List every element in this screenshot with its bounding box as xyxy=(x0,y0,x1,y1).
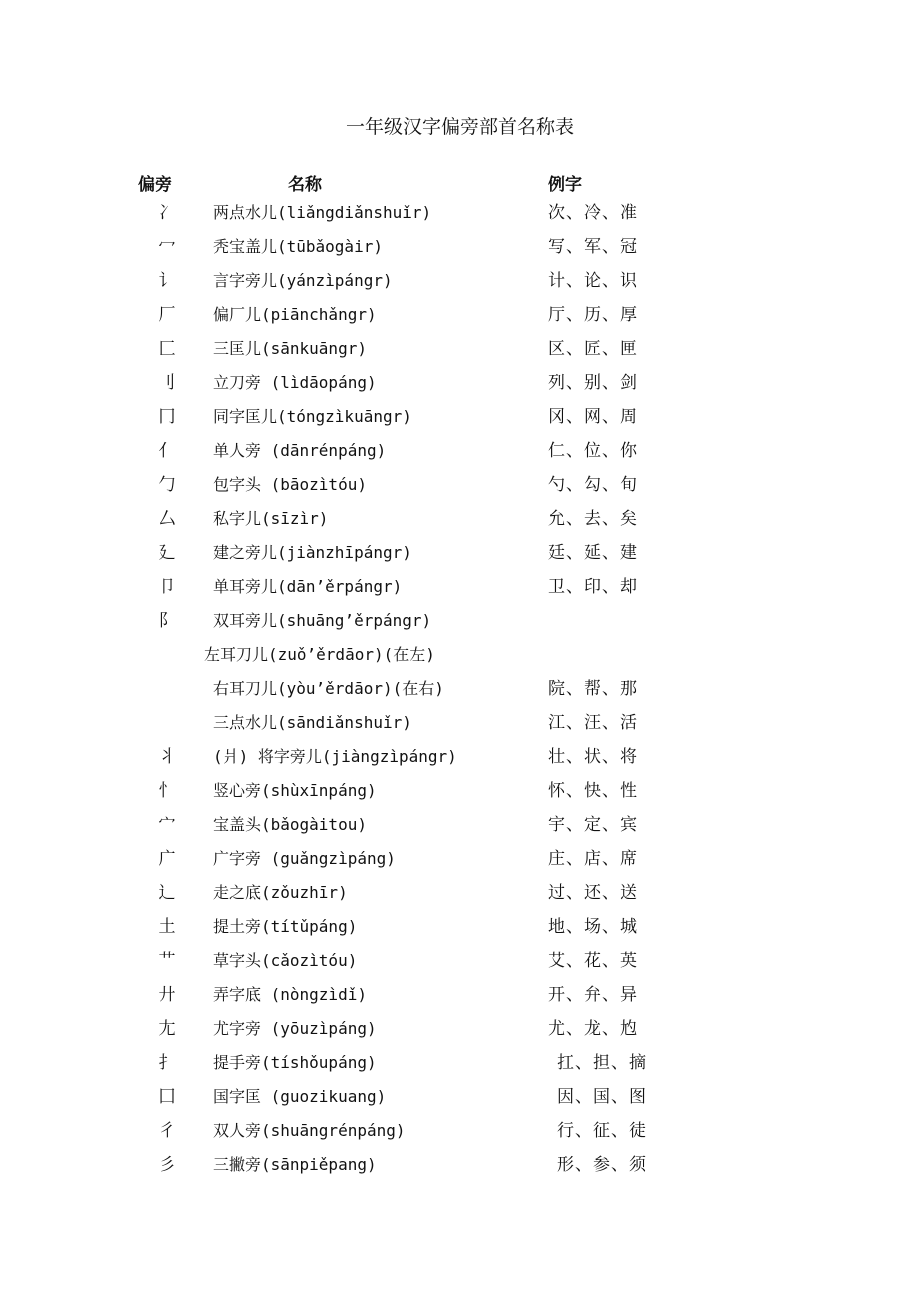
name-cell: 偏厂儿(piānchǎngr) xyxy=(213,305,377,324)
name-cell: 提土旁(títǔpáng) xyxy=(213,917,358,936)
radical-cell: 厂 xyxy=(158,305,176,325)
examples-cell: 仁、位、你 xyxy=(548,441,638,461)
radical-cell: 囗 xyxy=(158,1087,176,1107)
examples-cell: 地、场、城 xyxy=(548,917,638,937)
radical-cell: 彡 xyxy=(158,1155,176,1175)
name-cell: 同字匡儿(tóngzìkuāngr) xyxy=(213,407,412,426)
table-row xyxy=(0,570,920,604)
table-row xyxy=(0,638,920,672)
header-examples: 例字 xyxy=(548,175,582,195)
examples-cell: 扛、担、摘 xyxy=(557,1053,647,1073)
examples-cell: 江、汪、活 xyxy=(548,713,638,733)
name-cell: 立刀旁 (lìdāopáng) xyxy=(213,373,377,392)
radical-cell: 尢 xyxy=(158,1019,176,1039)
header-radical: 偏旁 xyxy=(138,175,172,195)
table-row xyxy=(0,468,920,502)
radical-cell: 亻 xyxy=(158,441,176,461)
radical-cell: 广 xyxy=(158,849,176,869)
name-cell: 国字匡 (guozikuang) xyxy=(213,1087,387,1106)
radical-cell: 厶 xyxy=(158,509,176,529)
table-row xyxy=(0,366,920,400)
radical-cell: 阝 xyxy=(158,611,176,631)
examples-cell: 计、论、识 xyxy=(548,271,638,291)
table-row xyxy=(0,400,920,434)
examples-cell: 因、国、图 xyxy=(557,1087,647,1107)
examples-cell: 壮、状、将 xyxy=(548,747,638,767)
radical-cell: 廴 xyxy=(158,543,176,563)
table-row xyxy=(0,264,920,298)
examples-cell: 厅、历、厚 xyxy=(548,305,638,325)
name-cell: 单耳旁儿(dān’ěrpángr) xyxy=(213,577,403,596)
radical-cell: 冖 xyxy=(158,237,176,257)
name-cell: 两点水儿(liǎngdiǎnshuǐr) xyxy=(213,203,432,222)
radical-cell: 辶 xyxy=(158,883,176,903)
table-row xyxy=(0,706,920,740)
examples-cell: 行、征、徒 xyxy=(557,1121,647,1141)
name-cell: 三撇旁(sānpiěpang) xyxy=(213,1155,377,1174)
table-row xyxy=(0,672,920,706)
examples-cell: 勺、勾、旬 xyxy=(548,475,638,495)
name-cell: 弄字底 (nòngzìdǐ) xyxy=(213,985,367,1004)
table-row xyxy=(0,1080,920,1114)
radical-cell: 宀 xyxy=(158,815,176,835)
examples-cell: 院、帮、那 xyxy=(548,679,638,699)
name-cell: 双人旁(shuāngrénpáng) xyxy=(213,1121,406,1140)
table-row xyxy=(0,298,920,332)
radical-table xyxy=(0,196,920,1182)
name-cell: 提手旁(tíshǒupáng) xyxy=(213,1053,377,1072)
name-cell: 走之底(zǒuzhīr) xyxy=(213,883,348,902)
name-cell: 广字旁 (guǎngzìpáng) xyxy=(213,849,396,868)
examples-cell: 尤、龙、尥 xyxy=(548,1019,638,1039)
name-cell: 单人旁 (dānrénpáng) xyxy=(213,441,387,460)
table-row xyxy=(0,332,920,366)
radical-cell: 艹 xyxy=(158,951,176,971)
radical-cell: 卩 xyxy=(158,577,176,597)
table-row xyxy=(0,740,920,774)
examples-cell: 过、还、送 xyxy=(548,883,638,903)
table-row xyxy=(0,1046,920,1080)
page-title: 一年级汉字偏旁部首名称表 xyxy=(345,116,574,138)
name-cell: 草字头(cǎozìtóu) xyxy=(213,951,358,970)
radical-cell: 忄 xyxy=(158,781,176,801)
name-cell: 秃宝盖儿(tūbǎogàir) xyxy=(213,237,383,256)
table-row xyxy=(0,808,920,842)
name-cell: 尤字旁 (yōuzìpáng) xyxy=(213,1019,377,1038)
name-cell: 左耳刀儿(zuǒ’ěrdāor)(在左) xyxy=(204,645,435,664)
name-cell: 双耳旁儿(shuāng’ěrpángr) xyxy=(213,611,432,630)
examples-cell: 廷、延、建 xyxy=(548,543,638,563)
examples-cell: 冈、网、周 xyxy=(548,407,638,427)
radical-cell: 勹 xyxy=(158,475,176,495)
examples-cell: 次、冷、准 xyxy=(548,203,638,223)
table-row xyxy=(0,536,920,570)
radical-cell: 讠 xyxy=(158,271,176,291)
radical-cell: 扌 xyxy=(158,1053,176,1073)
table-row xyxy=(0,842,920,876)
header-name: 名称 xyxy=(288,175,322,195)
examples-cell: 形、参、须 xyxy=(557,1155,647,1175)
examples-cell: 庄、店、席 xyxy=(548,849,638,869)
radical-cell: 彳 xyxy=(158,1121,176,1141)
examples-cell: 开、弁、异 xyxy=(548,985,638,1005)
table-row xyxy=(0,502,920,536)
radical-cell: 冫 xyxy=(158,203,176,223)
table-row xyxy=(0,876,920,910)
name-cell: 右耳刀儿(yòu’ěrdāor)(在右) xyxy=(213,679,444,698)
table-row xyxy=(0,1114,920,1148)
table-row xyxy=(0,1148,920,1182)
table-row xyxy=(0,774,920,808)
examples-cell: 艾、花、英 xyxy=(548,951,638,971)
table-row xyxy=(0,978,920,1012)
name-cell: 宝盖头(bǎogàitou) xyxy=(213,815,367,834)
examples-cell: 怀、快、性 xyxy=(548,781,638,801)
radical-cell: 匚 xyxy=(158,339,176,359)
table-row xyxy=(0,604,920,638)
examples-cell: 允、去、矣 xyxy=(548,509,638,529)
name-cell: (爿) 将字旁儿(jiàngzìpángr) xyxy=(213,747,457,766)
table-row xyxy=(0,196,920,230)
name-cell: 言字旁儿(yánzìpángr) xyxy=(213,271,393,290)
table-row xyxy=(0,434,920,468)
examples-cell: 写、军、冠 xyxy=(548,237,638,257)
radical-cell: 刂 xyxy=(158,373,176,393)
table-row xyxy=(0,1012,920,1046)
examples-cell: 区、匠、匣 xyxy=(548,339,638,359)
radical-cell: 土 xyxy=(158,917,176,937)
examples-cell: 宇、定、宾 xyxy=(548,815,638,835)
name-cell: 私字儿(sīzìr) xyxy=(213,509,329,528)
name-cell: 三匡儿(sānkuāngr) xyxy=(213,339,367,358)
table-row xyxy=(0,910,920,944)
name-cell: 包字头 (bāozìtóu) xyxy=(213,475,367,494)
examples-cell: 列、别、剑 xyxy=(548,373,638,393)
table-row xyxy=(0,230,920,264)
table-row xyxy=(0,944,920,978)
radical-cell: 廾 xyxy=(158,985,176,1005)
name-cell: 三点水儿(sāndiǎnshuǐr) xyxy=(213,713,412,732)
examples-cell: 卫、印、却 xyxy=(548,577,638,597)
radical-cell: 冂 xyxy=(158,407,176,427)
name-cell: 建之旁儿(jiànzhīpángr) xyxy=(213,543,412,562)
name-cell: 竖心旁(shùxīnpáng) xyxy=(213,781,377,800)
radical-cell: 丬 xyxy=(158,747,176,767)
